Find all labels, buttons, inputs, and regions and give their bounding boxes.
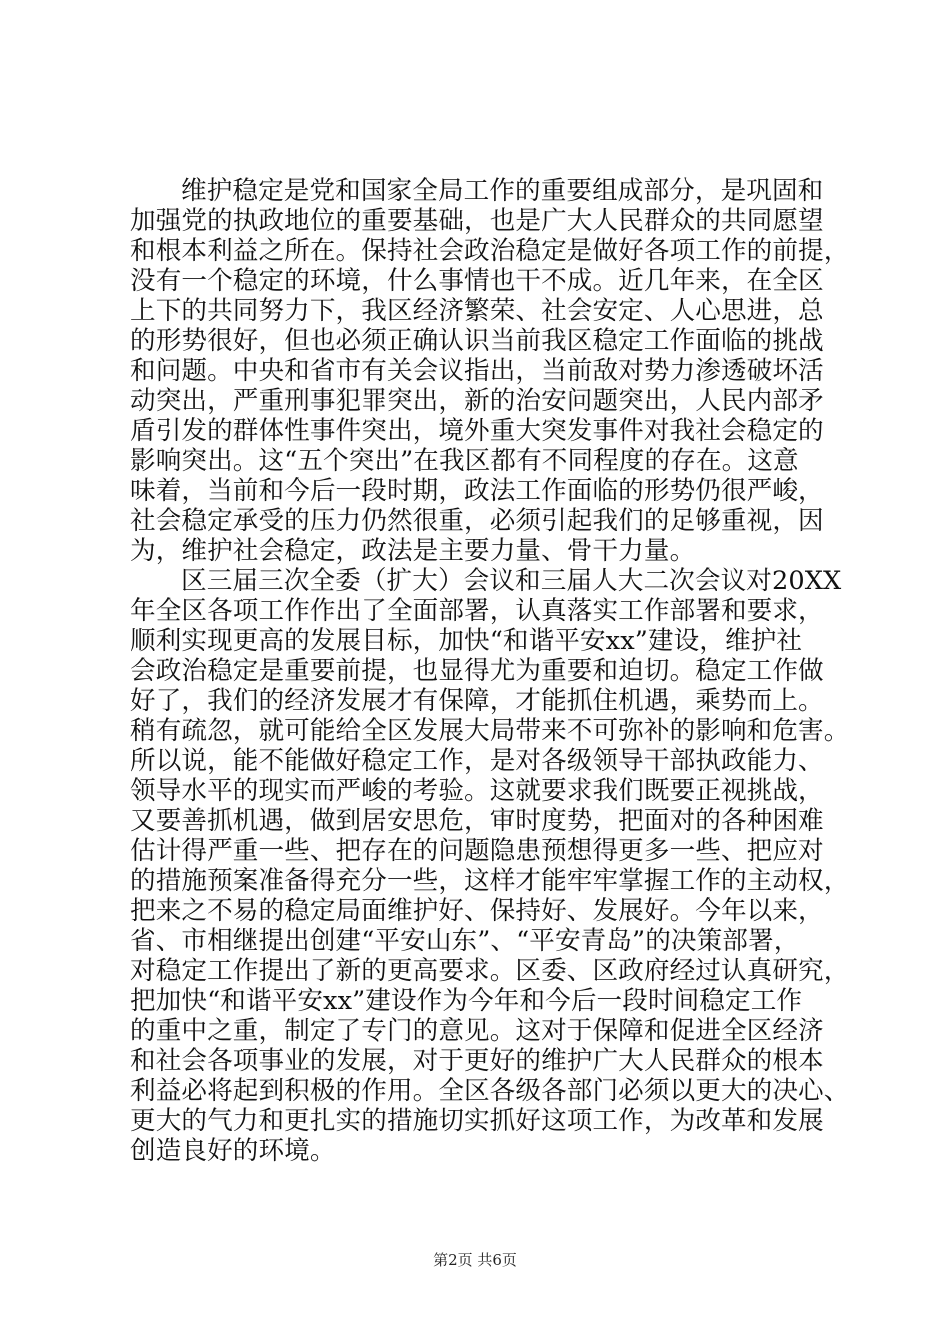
text-line: 加强党的执政地位的重要基础，也是广大人民群众的共同愿望 xyxy=(130,206,824,236)
text-line: 年全区各项工作作出了全面部署，认真落实工作部署和要求， xyxy=(130,596,824,626)
text-line: 把来之不易的稳定局面维护好、保持好、发展好。今年以来， xyxy=(130,896,824,926)
text-line: 会政治稳定是重要前提，也显得尤为重要和迫切。稳定工作做 xyxy=(130,656,824,686)
text-line: 对稳定工作提出了新的更高要求。区委、区政府经过认真研究， xyxy=(130,956,850,986)
text-line: 和根本利益之所在。保持社会政治稳定是做好各项工作的前提， xyxy=(130,236,850,266)
text-line: 为，维护社会稳定，政法是主要力量、骨干力量。 xyxy=(130,536,696,566)
text-line: 顺利实现更高的发展目标，加快“和谐平安xx”建设，维护社 xyxy=(130,626,803,656)
text-line: 稍有疏忽，就可能给全区发展大局带来不可弥补的影响和危害。 xyxy=(130,716,850,746)
text-line: 味着，当前和今后一段时期，政法工作面临的形势仍很严峻， xyxy=(130,476,824,506)
text-line: 没有一个稳定的环境，什么事情也干不成。近几年来，在全区 xyxy=(130,266,824,296)
text-line: 领导水平的现实而严峻的考验。这就要求我们既要正视挑战， xyxy=(130,776,824,806)
text-line: 维护稳定是党和国家全局工作的重要组成部分，是巩固和 xyxy=(181,176,824,206)
text-line: 的措施预案准备得充分一些，这样才能牢牢掌握工作的主动权， xyxy=(130,866,850,896)
text-line: 的形势很好，但也必须正确认识当前我区稳定工作面临的挑战 xyxy=(130,326,824,356)
page-number: 第2页 共6页 xyxy=(433,1251,517,1269)
text-line: 更大的气力和更扎实的措施切实抓好这项工作，为改革和发展 xyxy=(130,1106,824,1136)
text-line: 和问题。中央和省市有关会议指出，当前敌对势力渗透破坏活 xyxy=(130,356,824,386)
text-line: 利益必将起到积极的作用。全区各级各部门必须以更大的决心、 xyxy=(130,1076,850,1106)
text-line: 社会稳定承受的压力仍然很重，必须引起我们的足够重视，因 xyxy=(130,506,824,536)
text-line: 省、市相继提出创建“平安山东”、“平安青岛”的决策部署， xyxy=(130,926,800,956)
text-line: 创造良好的环境。 xyxy=(130,1136,336,1166)
text-line: 好了，我们的经济发展才有保障，才能抓住机遇，乘势而上。 xyxy=(130,686,824,716)
text-line: 动突出，严重刑事犯罪突出，新的治安问题突出，人民内部矛 xyxy=(130,386,824,416)
text-line: 盾引发的群体性事件突出，境外重大突发事件对我社会稳定的 xyxy=(130,416,824,446)
text-line: 估计得严重一些、把存在的问题隐患预想得更多一些、把应对 xyxy=(130,836,824,866)
text-line: 的重中之重，制定了专门的意见。这对于保障和促进全区经济 xyxy=(130,1016,824,1046)
document-body xyxy=(130,176,850,1166)
text-line: 区三届三次全委（扩大）会议和三届人大二次会议对20XX xyxy=(181,566,842,596)
text-line: 上下的共同努力下，我区经济繁荣、社会安定、人心思进，总 xyxy=(130,296,824,326)
text-line: 影响突出。这“五个突出”在我区都有不同程度的存在。这意 xyxy=(130,446,799,476)
text-line: 所以说，能不能做好稳定工作，是对各级领导干部执政能力、 xyxy=(130,746,824,776)
text-line: 又要善抓机遇，做到居安思危，审时度势，把面对的各种困难 xyxy=(130,806,824,836)
text-line: 和社会各项事业的发展，对于更好的维护广大人民群众的根本 xyxy=(130,1046,824,1076)
text-line: 把加快“和谐平安xx”建设作为今年和今后一段时间稳定工作 xyxy=(130,986,803,1016)
